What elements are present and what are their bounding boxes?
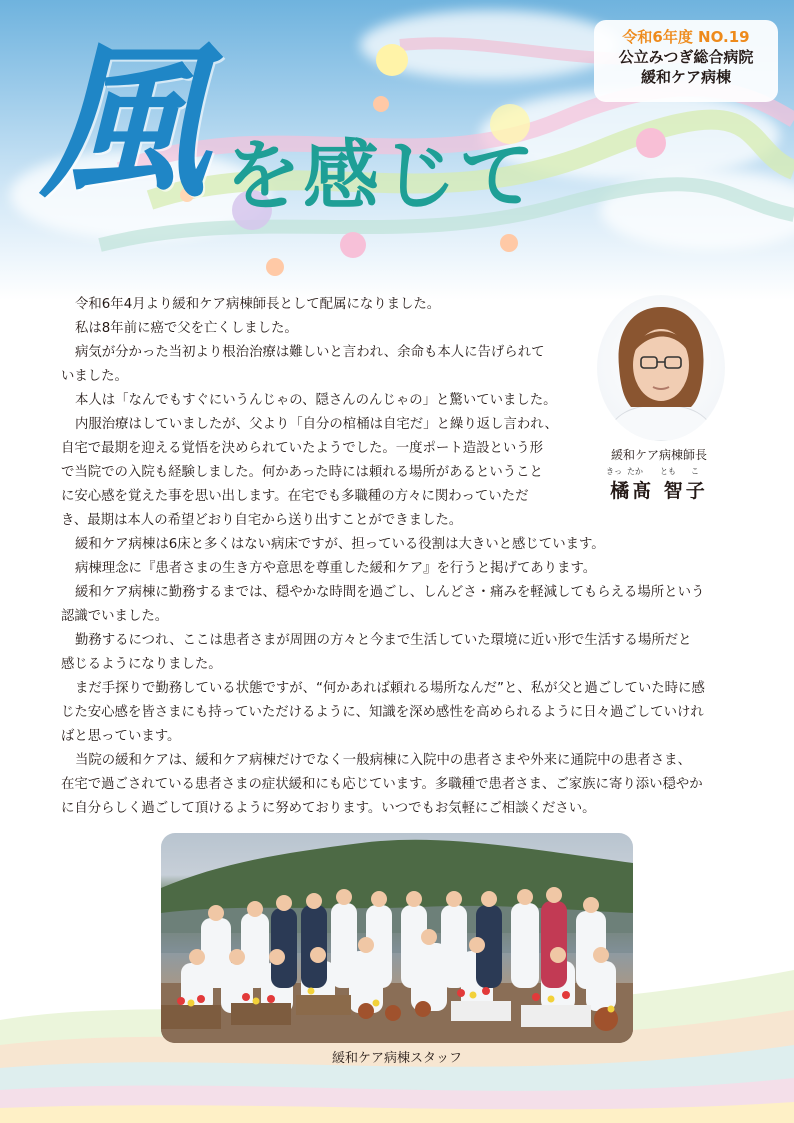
body-line: き、最期は本人の希望どおり自宅から送り出すことができました。 <box>61 513 463 528</box>
staff-photo <box>161 833 633 1043</box>
body-line: 自宅で最期を迎える覚悟を決められていたようでした。一度ポート造設という形 <box>61 441 544 456</box>
body-line: 在宅で過ごされている患者さまの症状緩和にも応じています。多職種で患者さま、ご家族に寄り添い穏やか <box>61 777 703 792</box>
body-line: 認識でいました。 <box>61 609 169 624</box>
photo-caption: 緩和ケア病棟スタッフ <box>331 1051 462 1066</box>
body-line: ばと思っています。 <box>61 729 181 744</box>
title-main-character: 風 <box>40 23 208 221</box>
body-line: 勤務するにつれ、ここは患者さまが周囲の方々と今まで生活していた環境に近い形で生活する場所だと <box>75 633 692 648</box>
body-line: 緩和ケア病棟に勤務するまでは、穏やかな時間を過ごし、しんどさ・痛みを軽減してもらえる場所という <box>75 585 705 600</box>
author-name: 橘髙 智子 <box>610 480 708 502</box>
body-line: いました。 <box>61 369 128 384</box>
body-line: 病気が分かった当初より根治治療は難しいと言われ、余命も本人に告げられて <box>75 345 545 360</box>
hospital-name: 公立みつぎ総合病院 <box>618 48 754 66</box>
ruby-3: とも <box>660 467 676 476</box>
body-line: 当院の緩和ケアは、緩和ケア病棟だけでなく一般病棟に入院中の患者さまや外来に通院中の患者さま、 <box>75 753 691 768</box>
body-line: 緩和ケア病棟は6床と多くはない病床ですが、担っている役割は大きいと感じています。 <box>75 537 605 552</box>
issue-number: 令和6年度 NO.19 <box>622 28 750 46</box>
body-line: 本人は「なんでもすぐにいうんじゃの、隠さんのんじゃの」と驚いていました。 <box>75 393 557 408</box>
body-line: に安心感を覚えた事を思い出します。在宅でも多職種の方々に関わっていただ <box>61 489 529 504</box>
body-line: まだ手探りで勤務している状態ですが、“何かあれば頼れる場所なんだ”と、私が父と過ごしていた時に感 <box>75 681 705 696</box>
body-line: じた安心感を皆さまにも持っていただけるように、知識を深め感性を高められるように日々過ごしていけれ <box>61 705 704 720</box>
issue-info-box <box>594 20 778 102</box>
title-text: を感じて <box>225 131 537 220</box>
body-line: 私は8年前に癌で父を亡くしました。 <box>75 321 298 336</box>
body-line: 感じるようになりました。 <box>61 657 222 672</box>
body-line: 内服治療はしていましたが、父より「自分の棺桶は自宅だ」と繰り返し言われ、 <box>75 417 558 432</box>
ruby-4: こ <box>691 467 699 476</box>
ruby-2: たか <box>627 467 643 476</box>
ward-name: 緩和ケア病棟 <box>640 68 731 86</box>
body-line: 令和6年4月より緩和ケア病棟師長として配属になりました。 <box>75 297 441 312</box>
body-line: で当院での入院も経験しました。何かあった時には頼れる場所があるということ <box>61 465 543 480</box>
body-line: 病棟理念に『患者さまの生き方や意思を尊重した緩和ケア』を行うと掲げてあります。 <box>75 561 597 576</box>
author-role: 緩和ケア病棟師長 <box>610 448 707 462</box>
author-portrait <box>597 295 725 441</box>
ruby-1: きっ <box>606 467 622 476</box>
body-line: に自分らしく過ごして頂けるように努めております。いつでもお気軽にご相談ください。 <box>61 801 596 816</box>
